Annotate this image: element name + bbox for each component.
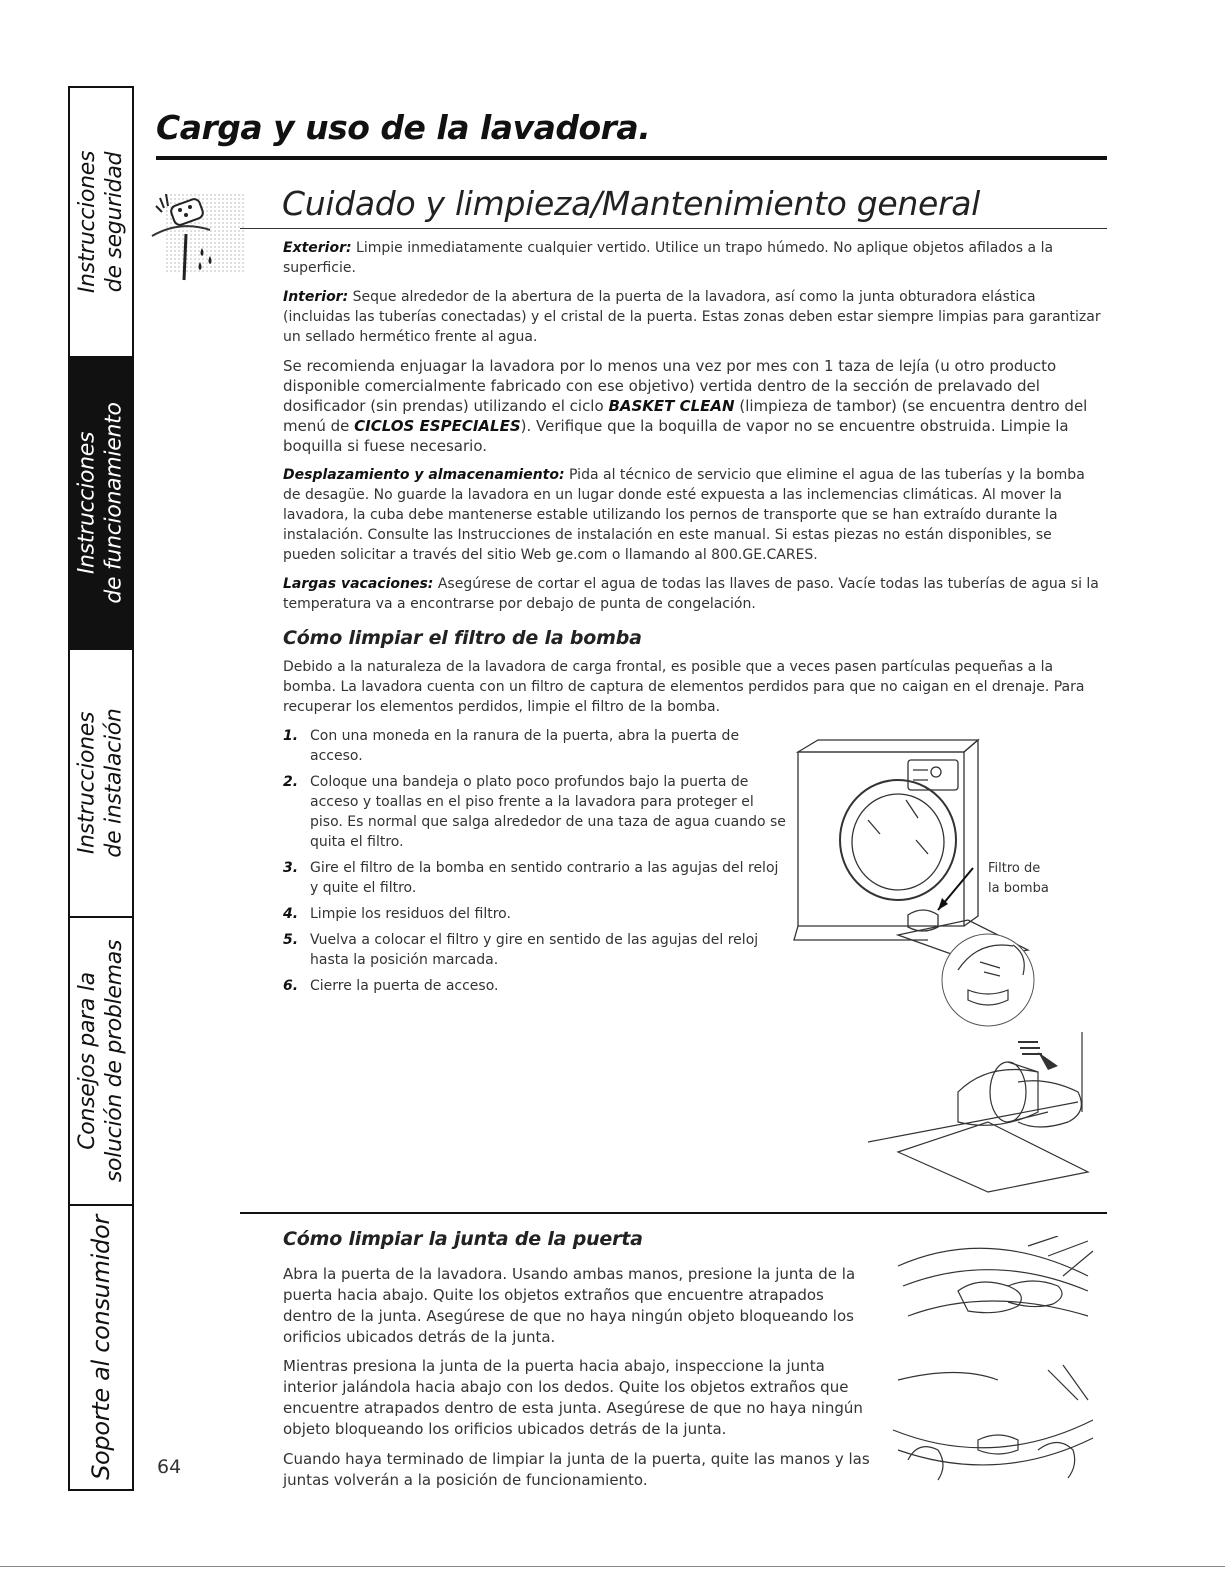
step-number: 1. [283, 728, 299, 744]
tab-label-line2: de funcionamiento [102, 402, 128, 604]
moving-lead: Desplazamiento y almacenamiento: [283, 467, 565, 483]
section-rule [240, 228, 1107, 229]
list-item [283, 726, 788, 766]
step-text: Limpie los residuos del filtro. [310, 906, 511, 922]
page-number: 64 [157, 1456, 182, 1478]
rinse-text-3: ). Verifique que la boquilla de vapor no se encuentre obstruida. Limpie la boquilla si fuese necesario. [283, 417, 1069, 455]
inner-seal-inspect-illustration [888, 1360, 1096, 1488]
tab-instrucciones-de-seguridad[interactable] [70, 88, 132, 358]
rinse-text-2: (limpieza de tambor) (se encuentra dentro del menú de [283, 397, 1088, 435]
list-item [283, 904, 788, 924]
door-seal-paragraph-2: Mientras presiona la junta de la puerta hacia abajo, inspeccione la junta interior jalándola hacia abajo con los dedos. Quite los objetos extraños que encuentre atrapados dentro de esta junta. Asegúrese de que no haya ningún objeto bloqueando los orificios ubicados detrás de la junta. [283, 1357, 863, 1438]
tab-label-line1: Instrucciones [75, 711, 100, 855]
step-text: Gire el filtro de la bomba en sentido contrario a las agujas del reloj y quite el filtro. [310, 860, 779, 896]
tab-consejos-para-la-solucion-de-problemas[interactable] [70, 918, 132, 1206]
list-item [283, 772, 788, 852]
step-number: 2. [283, 774, 299, 790]
rinse-paragraph [283, 356, 1103, 456]
tab-label-line1: Instrucciones [75, 150, 100, 294]
tab-label-line2: de instalación [102, 708, 127, 858]
pump-filter-intro: Debido a la naturaleza de la lavadora de carga frontal, es posible que a veces pasen partículas pequeñas a la bomba. La lavadora cuenta con un filtro de captura de elementos perdidos para que no caigan en el drenaje. Para recuperar los elementos perdidos, limpie el filtro de la bomba. [283, 659, 1085, 715]
door-seal-paragraph-3: Cuando haya terminado de limpiar la junta de la puerta, quite las manos y las juntas volverán a la posición de funcionamiento. [283, 1450, 870, 1489]
vacation-lead: Largas vacaciones: [283, 576, 434, 592]
step-number: 4. [283, 906, 299, 922]
tab-instrucciones-de-instalacion[interactable] [70, 650, 132, 918]
step-text: Con una moneda en la ranura de la puerta, abra la puerta de acceso. [310, 728, 740, 764]
page-title: Carga y uso de la lavadora. [156, 108, 651, 147]
page-bottom-rule [0, 1566, 1225, 1567]
pump-filter-steps [283, 726, 788, 1002]
section-divider [240, 1212, 1107, 1214]
tab-soporte-al-consumidor[interactable] [70, 1206, 132, 1489]
rinse-text-1: Se recomienda enjuagar la lavadora por lo menos una vez por mes con 1 taza de lejía (u otro producto disponible comercialmente fabricado con ese objetivo) vertida dentro de la sección de prelavado del dosificador (sin prendas) utilizando el ciclo [283, 357, 1057, 415]
tab-label-line1: Instrucciones [75, 431, 101, 575]
door-seal-paragraph-1: Abra la puerta de la lavadora. Usando ambas manos, presione la junta de la puerta hacia abajo. Quite los objetos extraños que encuentre atrapados dentro de la junta. Asegúrese de que no haya ningún objeto bloqueando los orificios ubicados detrás de la junta. [283, 1265, 856, 1346]
step-number: 6. [283, 978, 299, 994]
vacation-text: Asegúrese de cortar el agua de todas las llaves de paso. Vacíe todas las tuberías de agua si la temperatura va a encontrarse por debajo de punta de congelación. [283, 576, 1099, 612]
callout-line2: la bomba [988, 881, 1049, 896]
interior-lead: Interior: [283, 289, 349, 305]
step-number: 3. [283, 860, 299, 876]
list-item [283, 858, 788, 898]
list-item [283, 976, 788, 996]
moving-text: Pida al técnico de servicio que elimine el agua de las tuberías y la bomba de desagüe. No guarde la lavadora en un lugar donde esté expuesta a las inclemencias climáticas. Al mover la lavadora, la cuba debe mantenerse estable utilizando los pernos de transporte que se han extraído durante la instalación. Consulte las Instrucciones de instalación en este manual. Si estas piezas no están disponibles, se pueden solicitar a través del sitio Web ge.com o llamando al 800.GE.CARES. [283, 467, 1085, 563]
basket-clean-term: BASKET CLEAN [608, 397, 735, 415]
step-text: Cierre la puerta de acceso. [310, 978, 499, 994]
tab-label-line2: de seguridad [102, 151, 127, 293]
interior-paragraph [283, 287, 1103, 347]
ciclos-especiales-term: CICLOS ESPECIALES [354, 417, 521, 435]
tab-label-line2: solución de problemas [102, 939, 128, 1183]
vacation-paragraph [283, 574, 1103, 614]
step-text: Coloque una bandeja o plato poco profundos bajo la puerta de acceso y toallas en el piso frente a la lavadora para proteger el piso. Es normal que salga alrededor de una taza de agua cuando se quita el filtro. [310, 774, 786, 850]
exterior-text: Limpie inmediatamente cualquier vertido. Utilice un trapo húmedo. No aplique objetos afilados a la superficie. [283, 240, 1054, 276]
interior-text: Seque alrededor de la abertura de la puerta de la lavadora, así como la junta obturadora elástica (incluidas las tuberías conectadas) y el cristal de la puerta. Estas zonas deben estar siempre limpias para garantizar un sellado hermético frente al agua. [283, 289, 1101, 345]
section-tabs [68, 86, 134, 1491]
tab-label-line1: Consejos para la [75, 972, 101, 1150]
filter-removal-illustration [868, 1022, 1098, 1200]
exterior-lead: Exterior: [283, 240, 352, 256]
exterior-paragraph [283, 238, 1103, 278]
tab-label-line1: Soporte al consumidor [86, 1215, 115, 1480]
tab-instrucciones-de-funcionamiento[interactable] [70, 358, 132, 650]
title-rule [156, 156, 1107, 160]
door-seal-press-illustration [888, 1236, 1096, 1356]
moving-paragraph [283, 465, 1103, 565]
pump-filter-heading: Cómo limpiar el filtro de la bomba [283, 627, 642, 649]
sponge-cleaning-icon [150, 190, 246, 282]
step-text: Vuelva a colocar el filtro y gire en sentido de las agujas del reloj hasta la posición marcada. [310, 932, 759, 968]
callout-line1: Filtro de [988, 861, 1041, 876]
door-seal-heading: Cómo limpiar la junta de la puerta [283, 1228, 643, 1250]
washer-illustration [788, 730, 1098, 1030]
step-number: 5. [283, 932, 299, 948]
list-item [283, 930, 788, 970]
section-title: Cuidado y limpieza/Mantenimiento general [282, 184, 981, 223]
